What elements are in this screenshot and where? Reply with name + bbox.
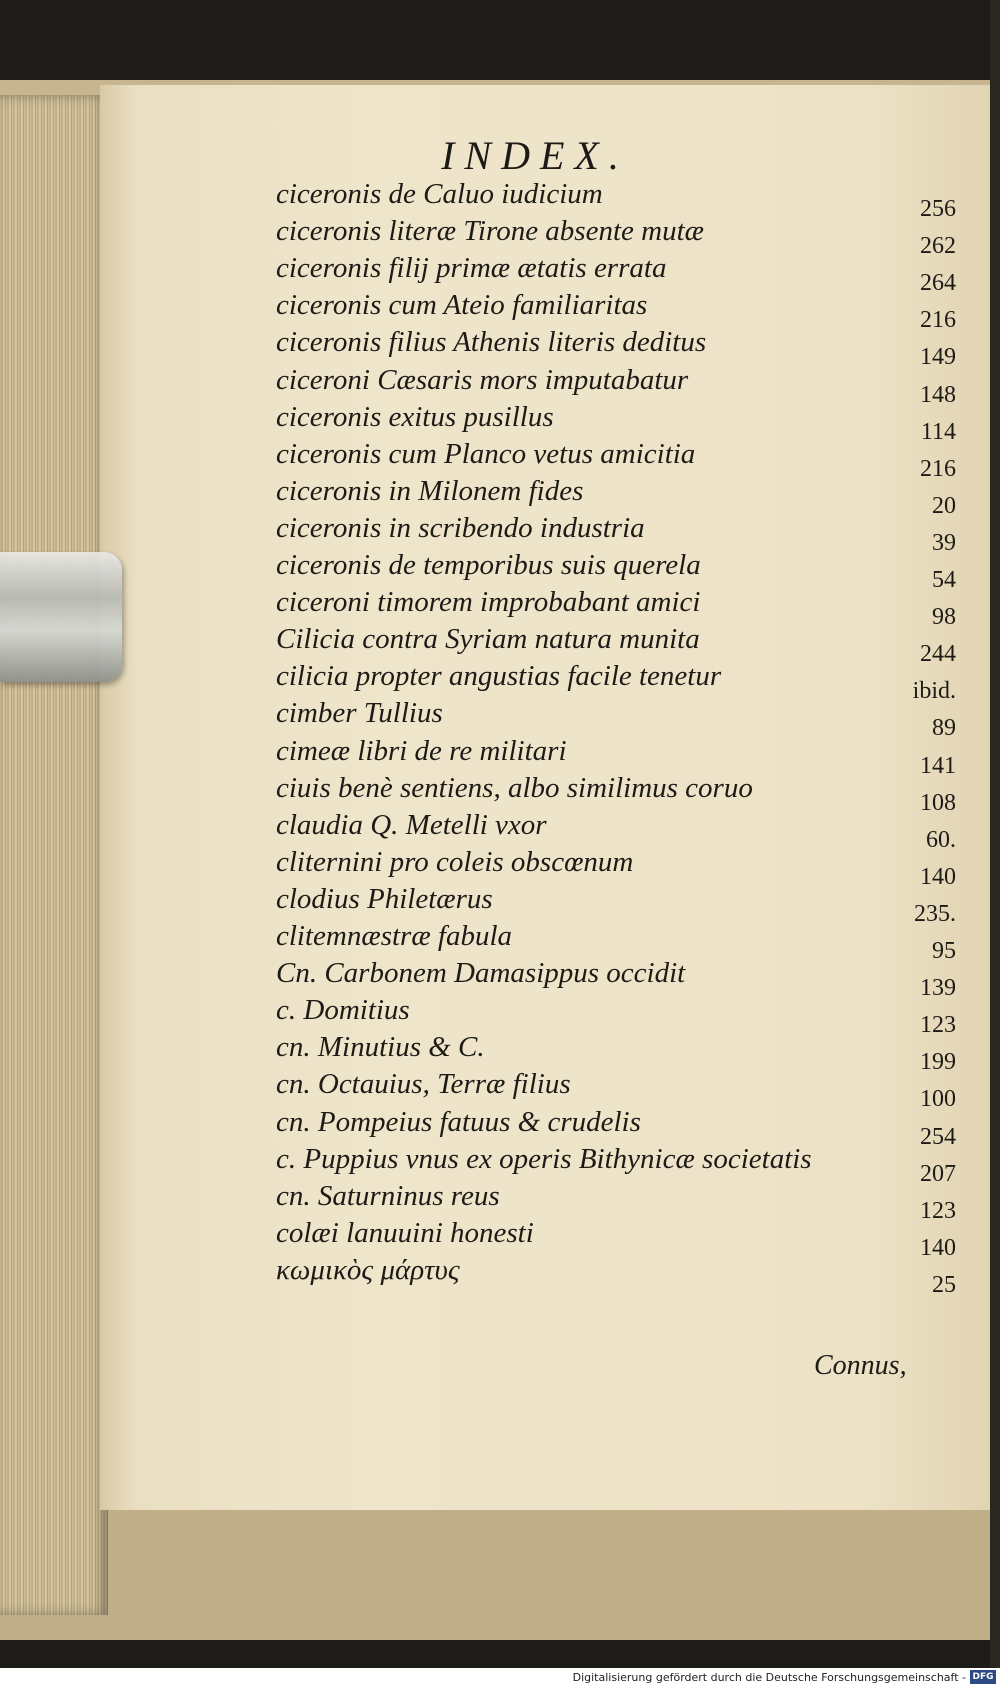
entry-text: cilicia propter angustias facile tenetur [276, 660, 722, 692]
entry-page-number: ibid. [912, 678, 956, 704]
index-entry [276, 1068, 956, 1112]
entry-page-number: 149 [920, 344, 956, 370]
entry-page-number: 123 [920, 1198, 956, 1224]
index-entry [276, 735, 956, 779]
index-entry [276, 401, 956, 445]
entry-page-number: 199 [920, 1049, 956, 1075]
entry-page-number: 235. [914, 901, 956, 927]
entry-text: ciceronis exitus pusillus [276, 401, 554, 433]
index-entry [276, 289, 956, 333]
entry-text: claudia Q. Metelli vxor [276, 809, 547, 841]
index-entry [276, 660, 956, 704]
entry-text: ciceronis cum Ateio familiaritas [276, 289, 648, 321]
index-entry [276, 215, 956, 259]
index-entry [276, 326, 956, 370]
entry-page-number: 114 [920, 419, 956, 445]
entry-text: c. Puppius vnus ex operis Bithynicæ societatis [276, 1143, 812, 1175]
page-clip [0, 552, 122, 682]
index-entry [276, 1031, 956, 1075]
entry-page-number: 25 [932, 1272, 956, 1298]
index-entry [276, 1106, 956, 1150]
entry-page-number: 95 [932, 938, 956, 964]
entry-text: cimber Tullius [276, 697, 443, 729]
catchword: Connus, [814, 1350, 907, 1381]
entry-text: ciceronis in Milonem fides [276, 475, 584, 507]
entry-page-number: 244 [920, 641, 956, 667]
scan-border [990, 0, 1000, 1668]
entry-text: ciceronis cum Planco vetus amicitia [276, 438, 696, 470]
entry-page-number: 89 [932, 715, 956, 741]
entry-text: ciuis benè sentiens, albo similimus coruo [276, 772, 753, 804]
entry-page-number: 207 [920, 1161, 956, 1187]
entry-page-number: 140 [920, 1235, 956, 1261]
entry-text: c. Domitius [276, 994, 410, 1026]
footer [0, 1668, 1000, 1687]
index-entry [276, 549, 956, 593]
entry-page-number: 60. [926, 827, 956, 853]
index-entry [276, 697, 956, 741]
entry-text: cn. Pompeius fatuus & crudelis [276, 1106, 641, 1138]
index-entry [276, 1143, 956, 1187]
index-entry [276, 178, 956, 222]
entry-page-number: 216 [920, 307, 956, 333]
entry-page-number: 123 [920, 1012, 956, 1038]
entry-page-number: 39 [932, 530, 956, 556]
index-entry [276, 438, 956, 482]
entry-text: cliternini pro coleis obscœnum [276, 846, 634, 878]
entry-page-number: 100 [920, 1086, 956, 1112]
entry-text: ciceronis filius Athenis literis deditus [276, 326, 707, 358]
index-entry [276, 623, 956, 667]
entry-text: cn. Minutius & C. [276, 1031, 485, 1063]
index-entry [276, 809, 956, 853]
footer-credit: Digitalisierung gefördert durch die Deutsche Forschungsgemeinschaft - [572, 1671, 966, 1684]
entry-page-number: 262 [920, 233, 956, 259]
index-entry [276, 772, 956, 816]
entry-text: clitemnæstræ fabula [276, 920, 513, 952]
entry-page-number: 254 [920, 1124, 956, 1150]
index-entry [276, 883, 956, 927]
entry-text: ciceronis literæ Tirone absente mutæ [276, 215, 704, 247]
entry-text: ciceronis de Caluo iudicium [276, 178, 603, 210]
index-entry [276, 994, 956, 1038]
index-entry [276, 1254, 956, 1298]
entry-text: ciceroni timorem improbabant amici [276, 586, 701, 618]
entry-text: Cilicia contra Syriam natura munita [276, 623, 700, 655]
index-entry [276, 920, 956, 964]
entry-page-number: 256 [920, 196, 956, 222]
entry-page-number: 98 [932, 604, 956, 630]
entry-page-number: 140 [920, 864, 956, 890]
index-entry [276, 1180, 956, 1224]
page-heading: INDEX. [441, 133, 629, 178]
index-entry [276, 475, 956, 519]
index-entry [276, 364, 956, 408]
entry-text: colæi lanuuini honesti [276, 1217, 534, 1249]
entry-page-number: 139 [920, 975, 956, 1001]
entry-text: cn. Saturninus reus [276, 1180, 500, 1212]
entry-page-number: 54 [932, 567, 956, 593]
entry-text: ciceroni Cæsaris mors imputabatur [276, 364, 689, 396]
entry-text: Cn. Carbonem Damasippus occidit [276, 957, 686, 989]
entry-text: cn. Octauius, Terræ filius [276, 1068, 571, 1100]
entry-text: clodius Philetærus [276, 883, 493, 915]
page-edges [0, 95, 108, 1615]
entry-text: ciceronis de temporibus suis querela [276, 549, 701, 581]
dfg-logo: DFG [970, 1670, 996, 1684]
index-entry [276, 846, 956, 890]
entry-page-number: 148 [920, 382, 956, 408]
entry-text: κωμικὸς μάρτυς [276, 1254, 460, 1286]
index-entry [276, 512, 956, 556]
entry-text: ciceronis in scribendo industria [276, 512, 645, 544]
index-entry [276, 252, 956, 296]
entry-page-number: 141 [920, 753, 956, 779]
entry-text: cimeæ libri de re militari [276, 735, 567, 767]
entry-page-number: 108 [920, 790, 956, 816]
entry-text: ciceronis filij primæ ætatis errata [276, 252, 667, 284]
index-entry [276, 586, 956, 630]
index-entry [276, 1217, 956, 1261]
entry-page-number: 20 [932, 493, 956, 519]
entry-page-number: 264 [920, 270, 956, 296]
index-entry [276, 957, 956, 1001]
entry-page-number: 216 [920, 456, 956, 482]
